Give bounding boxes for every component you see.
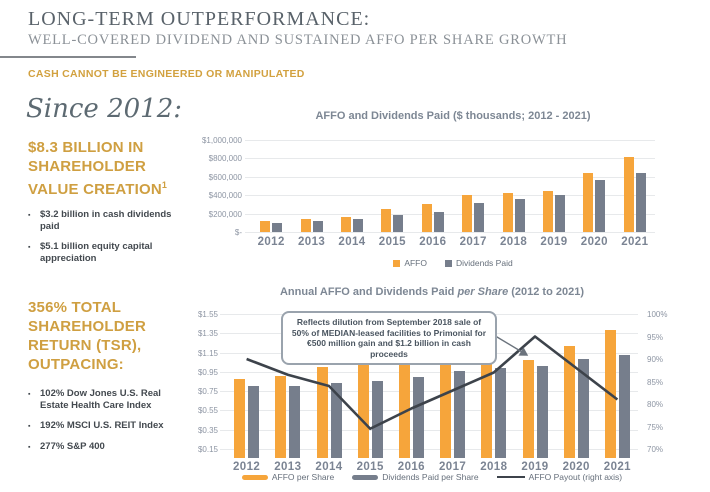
gridline bbox=[245, 158, 655, 159]
footnote-marker: 1 bbox=[161, 180, 168, 190]
x-axis-label-2019: 2019 bbox=[540, 236, 568, 248]
bar-affo-2020 bbox=[583, 173, 593, 232]
bar-affo-2021 bbox=[624, 157, 634, 232]
bar-dividends-2016 bbox=[434, 212, 444, 232]
gridline bbox=[245, 195, 655, 196]
bar-dividends-per-share-2021 bbox=[619, 355, 630, 458]
bar-dividends-per-share-2014 bbox=[331, 383, 342, 458]
tagline: CASH CANNOT BE ENGINEERED OR MANIPULATED bbox=[28, 68, 305, 80]
right-axis-tick: 70% bbox=[647, 445, 664, 454]
header-divider bbox=[0, 56, 136, 58]
x-axis-label-2012: 2012 bbox=[257, 236, 285, 248]
legend-item: AFFO bbox=[393, 258, 427, 268]
x-axis-label-2014: 2014 bbox=[338, 236, 366, 248]
legend-item: AFFO per Share bbox=[242, 472, 334, 482]
bullet-square-icon: ▪ bbox=[28, 212, 31, 219]
x-axis-label-2021: 2021 bbox=[603, 461, 631, 473]
left-axis-tick: $0.95 bbox=[197, 367, 218, 377]
x-axis-label-2014: 2014 bbox=[315, 461, 343, 473]
right-axis-tick: 85% bbox=[647, 377, 664, 387]
shareholder-value-heading bbox=[28, 138, 196, 199]
bar-affo-per-share-2016 bbox=[399, 354, 410, 458]
y-axis-tick: $800,000 bbox=[208, 154, 242, 164]
x-axis-label-2021: 2021 bbox=[621, 236, 649, 248]
gridline bbox=[220, 372, 638, 373]
affo-dividends-paid-chart bbox=[195, 108, 665, 280]
bar-dividends-per-share-2016 bbox=[413, 377, 424, 458]
left-axis-tick: $1.35 bbox=[197, 329, 218, 339]
bar-affo-per-share-2021 bbox=[605, 330, 616, 458]
list-item: ▪ 277% S&P 400 bbox=[28, 440, 105, 452]
chart-legend bbox=[251, 258, 655, 268]
bar-affo-2019 bbox=[543, 191, 553, 232]
x-axis-label-2020: 2020 bbox=[562, 461, 590, 473]
bar-affo-per-share-2020 bbox=[564, 346, 575, 458]
chart-legend bbox=[226, 472, 638, 482]
y-axis-tick: $1,000,000 bbox=[201, 136, 242, 145]
legend-item: Dividends Paid per Share bbox=[352, 472, 478, 482]
affo-per-share-swatch-icon bbox=[242, 475, 268, 480]
list-item: ▪ 192% MSCI U.S. REIT Index bbox=[28, 420, 164, 431]
bullet-square-icon: ▪ bbox=[28, 244, 31, 251]
x-axis-label-2016: 2016 bbox=[397, 461, 425, 473]
bar-dividends-2021 bbox=[636, 173, 646, 232]
left-axis-tick: $0.75 bbox=[197, 387, 218, 397]
chart-title: AFFO and Dividends Paid ($ thousands; 2012 - 2021) bbox=[315, 110, 591, 122]
gridline bbox=[245, 140, 655, 141]
bar-affo-per-share-2013 bbox=[275, 376, 286, 458]
chart-title: Annual AFFO and Dividends Paid per Share (2012 to 2021) bbox=[279, 286, 585, 298]
x-axis-label-2017: 2017 bbox=[439, 461, 467, 473]
bar-affo-2015 bbox=[381, 209, 391, 232]
dilution-annotation: Reflects dilution from September 2018 sale of 50% of MEDIAN-leased facilities to Primonial for €500 million gain and $1.2 billion in cash proceeds bbox=[281, 311, 497, 365]
legend-item: Dividends Paid bbox=[445, 258, 513, 268]
tsr-heading: 356% TOTAL SHAREHOLDER RETURN (TSR), OUTPACING: bbox=[28, 299, 147, 373]
bar-affo-per-share-2017 bbox=[440, 352, 451, 458]
bar-dividends-2012 bbox=[272, 223, 282, 232]
left-axis-tick: $1.15 bbox=[197, 348, 218, 358]
bar-dividends-per-share-2018 bbox=[495, 368, 506, 458]
bar-dividends-2018 bbox=[515, 199, 525, 232]
gridline bbox=[245, 177, 655, 178]
x-axis-label-2020: 2020 bbox=[580, 236, 608, 248]
list-item: ▪ 102% Dow Jones U.S. Real Estate Health Care Index bbox=[28, 388, 161, 411]
x-axis-label-2018: 2018 bbox=[480, 461, 508, 473]
x-axis-label-2013: 2013 bbox=[274, 461, 302, 473]
right-axis-tick: 90% bbox=[647, 355, 664, 364]
y-axis-tick: $600,000 bbox=[208, 172, 242, 182]
tsr-bullets bbox=[28, 388, 188, 461]
bar-affo-per-share-2014 bbox=[317, 367, 328, 458]
value-creation-bullets bbox=[28, 209, 188, 273]
bar-affo-per-share-2019 bbox=[523, 360, 534, 458]
gridline bbox=[245, 214, 655, 215]
left-axis-tick: $1.55 bbox=[197, 310, 218, 319]
bar-dividends-2020 bbox=[595, 180, 605, 232]
x-axis-label-2015: 2015 bbox=[378, 236, 406, 248]
bar-dividends-per-share-2017 bbox=[454, 371, 465, 458]
dividends-swatch-icon bbox=[445, 260, 452, 267]
bar-affo-2013 bbox=[301, 219, 311, 232]
shareholder-value-text: $8.3 BILLION IN SHAREHOLDER VALUE CREATION bbox=[28, 139, 162, 198]
x-axis-label-2016: 2016 bbox=[419, 236, 447, 248]
bar-affo-per-share-2015 bbox=[358, 351, 369, 458]
bar-affo-per-share-2018 bbox=[481, 353, 492, 458]
bullet-square-icon: ▪ bbox=[28, 423, 31, 430]
bullet-square-icon: ▪ bbox=[28, 391, 31, 398]
x-axis-label-2015: 2015 bbox=[356, 461, 384, 473]
bar-affo-per-share-2012 bbox=[234, 379, 245, 458]
bar-dividends-2014 bbox=[353, 219, 363, 232]
bar-affo-2018 bbox=[503, 193, 513, 232]
left-axis-tick: $0.35 bbox=[197, 425, 218, 435]
left-axis-tick: $0.15 bbox=[197, 445, 218, 454]
bar-affo-2012 bbox=[260, 221, 270, 232]
right-axis-tick: 80% bbox=[647, 400, 664, 409]
x-axis-label-2019: 2019 bbox=[521, 461, 549, 473]
bar-dividends-2013 bbox=[313, 221, 323, 232]
bar-dividends-2019 bbox=[555, 195, 565, 232]
bar-affo-2016 bbox=[422, 204, 432, 232]
x-axis-label-2018: 2018 bbox=[500, 236, 528, 248]
x-axis-label-2013: 2013 bbox=[298, 236, 326, 248]
legend-item: AFFO Payout (right axis) bbox=[497, 472, 623, 482]
right-axis-tick: 75% bbox=[647, 422, 664, 432]
payout-line-swatch-icon bbox=[497, 476, 525, 479]
list-item: ▪ $3.2 billion in cash dividends paid bbox=[28, 209, 172, 232]
x-axis-label-2012: 2012 bbox=[233, 461, 261, 473]
page-title: LONG-TERM OUTPERFORMANCE: bbox=[28, 8, 371, 30]
bar-affo-2014 bbox=[341, 217, 351, 232]
left-axis-tick: $0.55 bbox=[197, 406, 218, 416]
y-axis-tick: $- bbox=[234, 228, 242, 237]
bar-dividends-per-share-2020 bbox=[578, 359, 589, 458]
y-axis-tick: $200,000 bbox=[208, 209, 242, 219]
dividends-per-share-swatch-icon bbox=[352, 475, 378, 480]
affo-swatch-icon bbox=[393, 260, 400, 267]
gridline bbox=[245, 232, 655, 233]
list-item: ▪ $5.1 billion equity capital appreciation bbox=[28, 241, 153, 264]
bar-dividends-per-share-2012 bbox=[248, 386, 259, 458]
right-axis-tick: 100% bbox=[647, 310, 668, 319]
bar-affo-2017 bbox=[462, 195, 472, 232]
per-share-chart bbox=[195, 285, 695, 492]
bar-dividends-2015 bbox=[393, 215, 403, 232]
bullet-square-icon: ▪ bbox=[28, 443, 31, 451]
page-subtitle: WELL-COVERED DIVIDEND AND SUSTAINED AFFO PER SHARE GROWTH bbox=[28, 32, 568, 48]
bar-dividends-per-share-2015 bbox=[372, 381, 383, 458]
right-axis-tick: 95% bbox=[647, 332, 664, 342]
bar-dividends-2017 bbox=[474, 203, 484, 232]
bar-dividends-per-share-2019 bbox=[537, 366, 548, 458]
bar-dividends-per-share-2013 bbox=[289, 386, 300, 458]
y-axis-tick: $400,000 bbox=[208, 191, 242, 201]
since-heading: Since 2012: bbox=[26, 94, 183, 124]
x-axis-label-2017: 2017 bbox=[459, 236, 487, 248]
